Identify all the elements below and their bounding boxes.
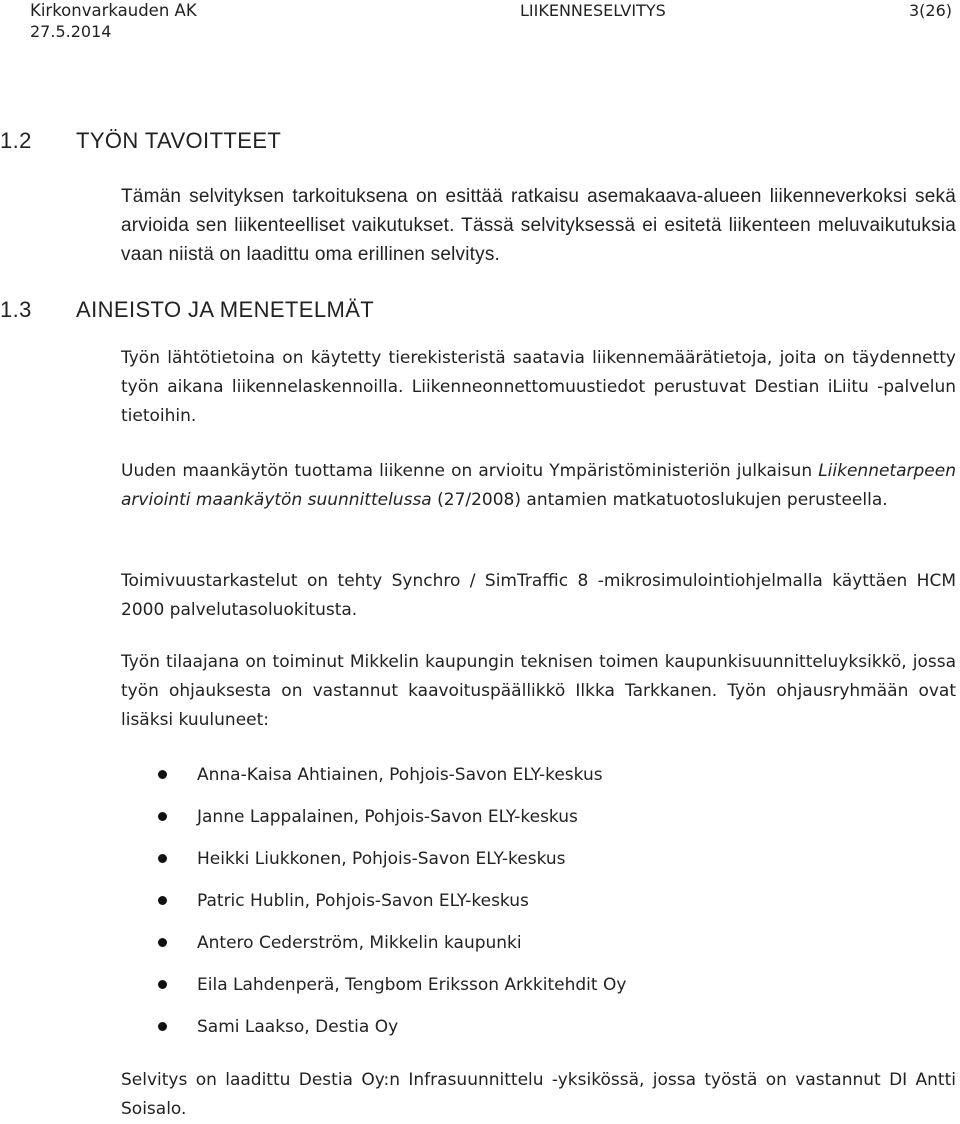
header-date: 27.5.2014	[30, 22, 112, 41]
member-name: Heikki Liukkonen, Pohjois-Savon ELY-keskus	[197, 849, 566, 869]
paragraph-text: (27/2008) antamien matkatuotoslukujen perusteella.	[431, 490, 888, 510]
paragraph-text: Uuden maankäytön tuottama liikenne on arvioitu Ympäristöministeriön julkaisun	[121, 461, 819, 481]
paragraph-client: Työn tilaajana on toiminut Mikkelin kaupungin teknisen toimen kaupunkisuunnitteluyksikkö, jossa työn ohjauksesta on vastannut kaavoituspäällikkö Ilkka Tarkkanen. Työn ohjausryhmään ovat lisäksi kuuluneet:	[121, 652, 956, 730]
member-name: Patric Hublin, Pohjois-Savon ELY-keskus	[197, 891, 529, 911]
member-name: Janne Lappalainen, Pohjois-Savon ELY-keskus	[197, 807, 578, 827]
paragraph-author: Selvitys on laadittu Destia Oy:n Infrasuunnittelu -yksikössä, jossa työstä on vastannut DI Antti Soisalo.	[121, 1070, 956, 1119]
paragraph-source-data: Työn lähtötietoina on käytetty tierekisteristä saatavia liikennemäärätietoja, joita on täydennetty työn aikana liikennelaskennoilla. Liikenneonnettomuustiedot perustuvat Destian iLiitu -palvelun tietoihin.	[121, 348, 956, 426]
section-title: TYÖN TAVOITTEET	[76, 128, 282, 153]
section-number: 1.2	[0, 128, 32, 153]
header-organization: Kirkonvarkauden AK	[30, 1, 197, 20]
member-name: Eila Lahdenperä, Tengbom Eriksson Arkkitehdit Oy	[197, 975, 627, 995]
list-item	[121, 803, 921, 845]
bullet-icon	[158, 854, 167, 863]
header-page-number: 3(26)	[909, 1, 953, 20]
paragraph-simulation: Toimivuustarkastelut on tehty Synchro / SimTraffic 8 -mikrosimulointiohjelmalla käyttäen HCM 2000 palvelutasoluokitusta.	[121, 571, 956, 620]
bullet-icon	[158, 896, 167, 905]
member-name: Anna-Kaisa Ahtiainen, Pohjois-Savon ELY-keskus	[197, 765, 603, 785]
page-header	[0, 0, 960, 60]
section-title: AINEISTO JA MENETELMÄT	[76, 297, 375, 322]
list-item	[121, 845, 921, 887]
bullet-icon	[158, 1022, 167, 1031]
list-item	[121, 887, 921, 929]
section-number: 1.3	[0, 297, 32, 322]
paragraph-objectives: Tämän selvityksen tarkoituksena on esittää ratkaisu asemakaava-alueen liikenneverkoksi sekä arvioida sen liikenteelliset vaikutukset. Tässä selvityksessä ei esitetä liikenteen meluvaikutuksia vaan niistä on laadittu oma erillinen selvitys.	[121, 186, 956, 265]
paragraph-land-use-traffic	[121, 457, 956, 515]
list-item	[121, 971, 921, 1013]
steering-group-list	[121, 761, 921, 1055]
publication-title: Liikennetarpeen arviointi maankäytön suunnittelussa	[121, 461, 956, 510]
list-item	[121, 1013, 921, 1055]
member-name: Antero Cederström, Mikkelin kaupunki	[197, 933, 522, 953]
list-item	[121, 761, 921, 803]
bullet-icon	[158, 812, 167, 821]
list-item	[121, 929, 921, 971]
header-document-title: LIIKENNESELVITYS	[520, 1, 666, 20]
bullet-icon	[158, 770, 167, 779]
bullet-icon	[158, 980, 167, 989]
bullet-icon	[158, 938, 167, 947]
member-name: Sami Laakso, Destia Oy	[197, 1017, 399, 1037]
